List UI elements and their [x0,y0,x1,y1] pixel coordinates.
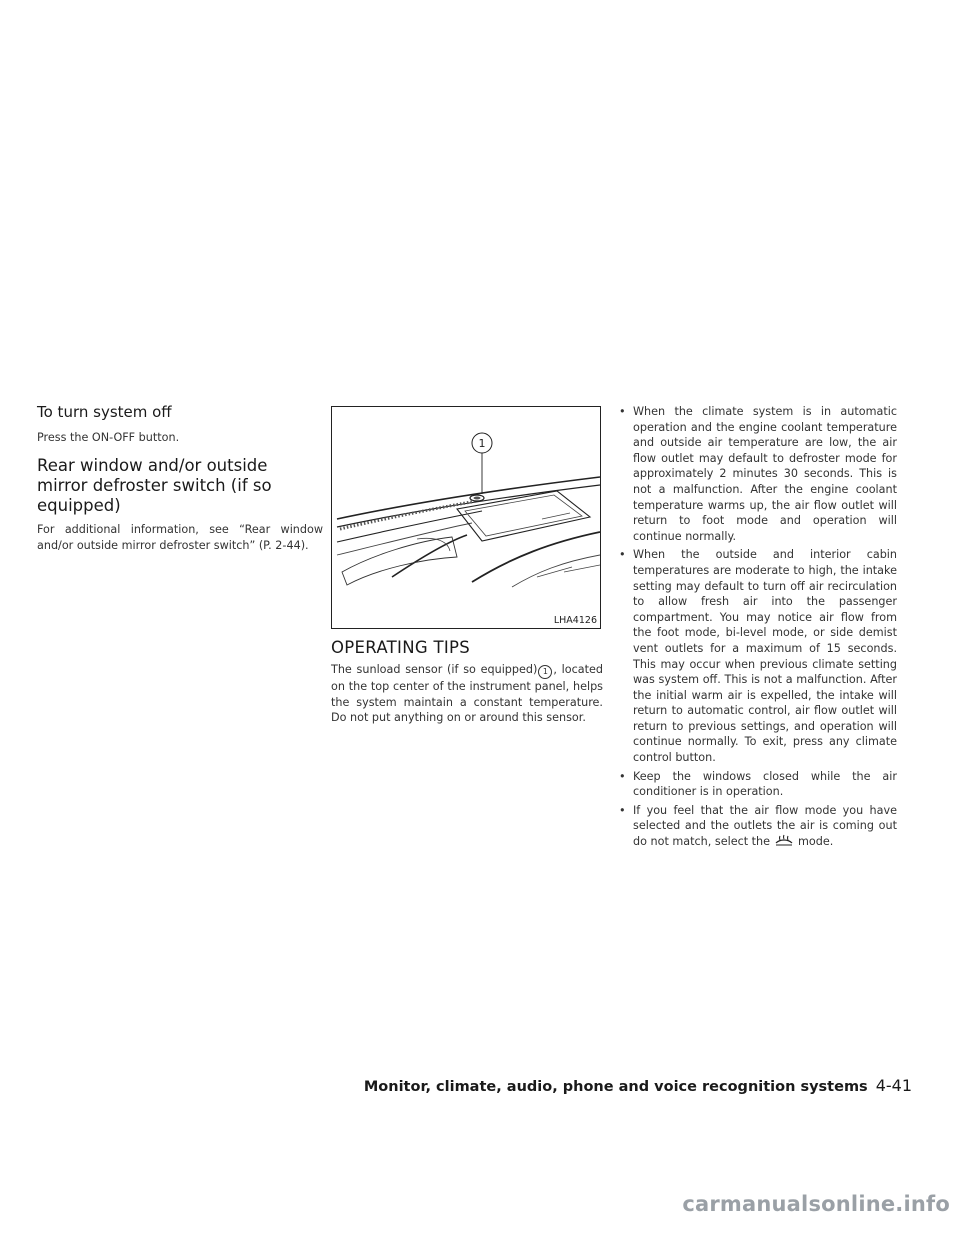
rear-defroster-heading: Rear window and/or outside mirror defroster switch (if so equipped) [37,456,272,515]
operating-tips-heading: OPERATING TIPS [331,638,471,657]
sunload-sensor-figure [331,406,601,629]
operating-tips-text [331,662,603,726]
callout-number: 1 [478,437,486,450]
watermark-text: carmanualsonline.info [682,1192,950,1216]
chapter-title: Monitor, climate, audio, phone and voice recognition systems [363,1079,868,1095]
list-item [614,803,897,850]
dashboard-illustration [332,407,601,629]
turn-off-text: Press the ON-OFF button. [37,431,180,444]
bullet-text-before: If you feel that the air flow mode you have selected and the outlets the air is coming out do not match, select the [633,803,897,849]
tips-text-after: , located on the top center of the instrument panel, helps the system maintain a constant temperature. Do not put anything on or around this sensor. [331,663,603,725]
page-number: 4-41 [875,1076,912,1095]
tips-bullet-list [614,404,897,853]
page-footer [364,1076,912,1095]
section-subheading: To turn system off [37,403,172,421]
list-item: • Keep the windows closed while the air conditioner is in operation. [614,769,897,800]
figure-code: LHA4126 [553,615,597,626]
rear-defroster-text: For additional information, see “Rear window and/or outside mirror defroster switch” (P. 2-44). [37,523,323,552]
front-defroster-icon [773,834,795,846]
list-item: • When the outside and interior cabin temperatures are moderate to high, the intake setting may default to turn off air recirculation to allow fresh air into the passenger compartment. You may notice air flow from the foot mode, bi-level mode, or side demist vent outlets for a maximum of 15 seconds. This may occur when previous climate setting was system off. This is not a malfunction. After the initial warm air is expelled, the intake will return to automatic control, air flow outlet will return to previous settings, and operation will continue normally. To exit, press any climate control button. [614,547,897,765]
callout-1-icon: 1 [538,665,552,679]
bullet-text-after: mode. [798,835,834,849]
list-item: • When the climate system is in automatic operation and the engine coolant temperature and outside air temperature are low, the air flow outlet may default to defroster mode for approximately 2 minutes 30 seconds. This is not a malfunction. After the engine coolant temperature warms up, the air flow outlet will return to foot mode and operation will continue normally. [614,404,897,544]
tips-text-before: The sunload sensor (if so equipped) [331,663,538,676]
